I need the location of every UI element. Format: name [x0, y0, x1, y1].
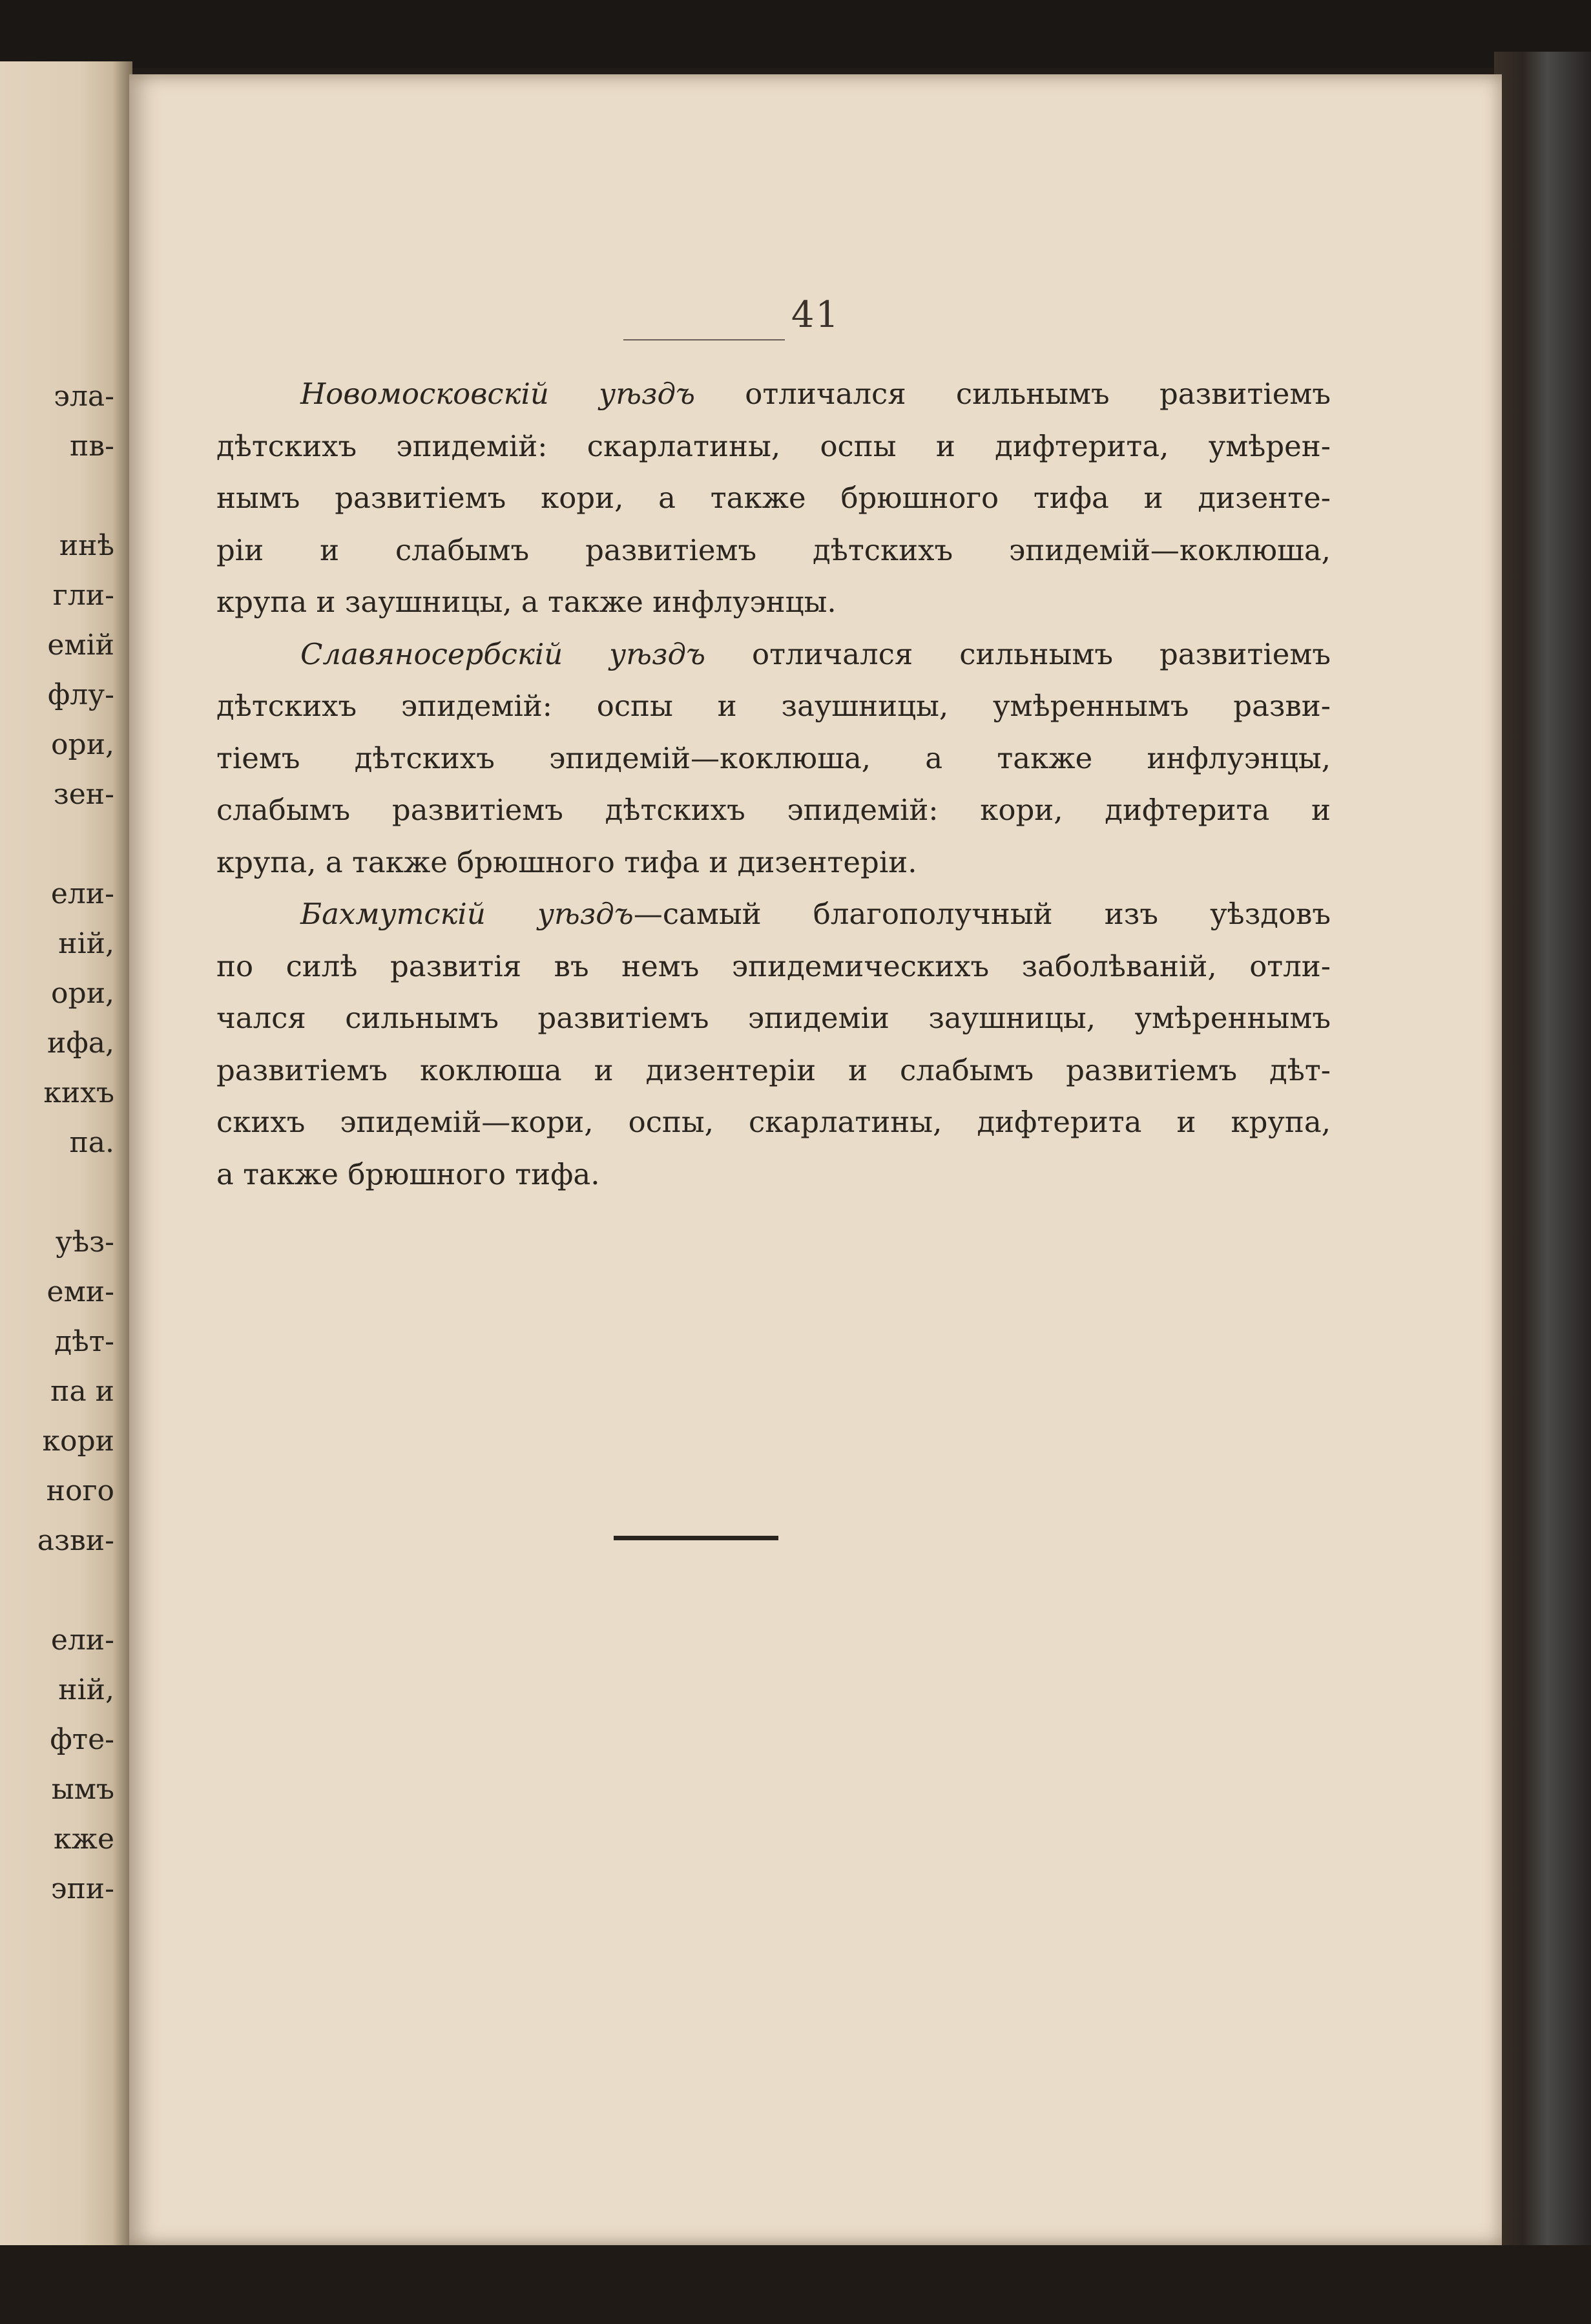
left-page-fragment: ного: [46, 1474, 114, 1507]
left-page-fragment: ори,: [51, 728, 114, 761]
left-page-edge: [0, 61, 132, 2258]
left-page-fragment: емій: [47, 629, 114, 662]
line-text: отличался сильнымъ развитіемъ: [695, 377, 1331, 411]
text-line: по силѣ развитія въ немъ эпидемическихъ заболѣваній, отли-: [216, 948, 1331, 983]
text-line: крупа, а также брюшного тифа и дизентеріи.: [216, 844, 917, 879]
text-line: нымъ развитіемъ кори, а также брюшного тифа и дизенте-: [216, 481, 1331, 515]
book-cover-edge: [1494, 52, 1591, 2324]
text-line: крупа и заушницы, а также инфлуэнцы.: [216, 585, 837, 619]
text-line: развитіемъ коклюша и дизентеріи и слабымъ развитіемъ дѣт-: [216, 1052, 1331, 1087]
text-line: [216, 368, 1331, 421]
text-line: слабымъ развитіемъ дѣтскихъ эпидемій: кори, дифтерита и: [216, 793, 1331, 827]
line-text: —самый благополучный изъ уѣздовъ: [633, 897, 1331, 931]
text-line: дѣтскихъ эпидемій: оспы и заушницы, умѣреннымъ разви-: [216, 689, 1331, 723]
left-fragment-gap: [37, 1565, 114, 1615]
text-line: дѣтскихъ эпидемій: скарлатины, оспы и дифтерита, умѣрен-: [216, 428, 1331, 463]
district-name: Бахмутскій уѣздъ: [300, 897, 634, 931]
main-page: [129, 74, 1502, 2245]
left-page-fragment: азви-: [37, 1524, 114, 1557]
left-page-fragment: гли-: [52, 579, 114, 612]
left-page-fragment: ымъ: [51, 1773, 114, 1806]
text-line: [216, 629, 1331, 681]
text-line: чался сильнымъ развитіемъ эпидеміи заушницы, умѣреннымъ: [216, 1001, 1331, 1035]
text-line: ріи и слабымъ развитіемъ дѣтскихъ эпидемій—коклюша,: [216, 532, 1331, 567]
left-page-fragment: ори,: [51, 977, 114, 1010]
section-end-rule: [614, 1536, 778, 1540]
left-page-fragment: эпи-: [50, 1872, 114, 1905]
left-page-fragment: кори: [42, 1425, 114, 1458]
page-number-rule: [623, 339, 785, 340]
left-page-fragment: фте-: [50, 1723, 114, 1756]
text-line: скихъ эпидемій—кори, оспы, скарлатины, дифтерита и крупа,: [216, 1105, 1331, 1139]
left-fragment-gap: [37, 1167, 114, 1217]
left-page-fragment: кихъ: [43, 1076, 114, 1109]
text-line: тіемъ дѣтскихъ эпидемій—коклюша, а также инфлуэнцы,: [216, 740, 1331, 775]
text-line: [216, 888, 1331, 941]
page-number: 41: [791, 294, 840, 336]
left-fragment-gap: [37, 819, 114, 869]
left-page-fragment: ифа,: [47, 1027, 114, 1060]
paragraph: [216, 888, 1331, 1200]
left-page-fragment: флу-: [47, 678, 114, 711]
paragraph: [216, 368, 1331, 629]
left-page-fragment: инѣ: [59, 529, 114, 562]
left-fragment-gap: [37, 471, 114, 521]
left-page-fragment: дѣт-: [54, 1325, 114, 1358]
left-page-text-fragments: [37, 372, 114, 1914]
body-text: [216, 368, 1331, 1200]
bottom-shadow: [0, 2245, 1591, 2324]
district-name: Славяносербскій уѣздъ: [300, 636, 706, 671]
paragraph: [216, 629, 1331, 889]
line-text: отличался сильнымъ развитіемъ: [705, 636, 1331, 671]
left-page-fragment: ній,: [58, 927, 114, 960]
left-page-fragment: па.: [69, 1126, 114, 1159]
text-line: а также брюшного тифа.: [216, 1157, 600, 1191]
left-page-fragment: ній,: [58, 1673, 114, 1706]
district-name: Новомосковскій уѣздъ: [300, 377, 695, 411]
left-page-fragment: эла-: [54, 380, 114, 413]
left-page-fragment: зен-: [53, 778, 114, 811]
left-page-fragment: ели-: [50, 1624, 114, 1657]
left-page-fragment: пв-: [70, 430, 114, 463]
left-page-fragment: еми-: [47, 1275, 114, 1308]
top-shadow: [0, 0, 1591, 68]
left-page-fragment: ели-: [50, 877, 114, 910]
left-page-fragment: па и: [50, 1375, 114, 1408]
left-page-fragment: уѣз-: [55, 1226, 114, 1259]
left-page-fragment: кже: [53, 1823, 114, 1856]
